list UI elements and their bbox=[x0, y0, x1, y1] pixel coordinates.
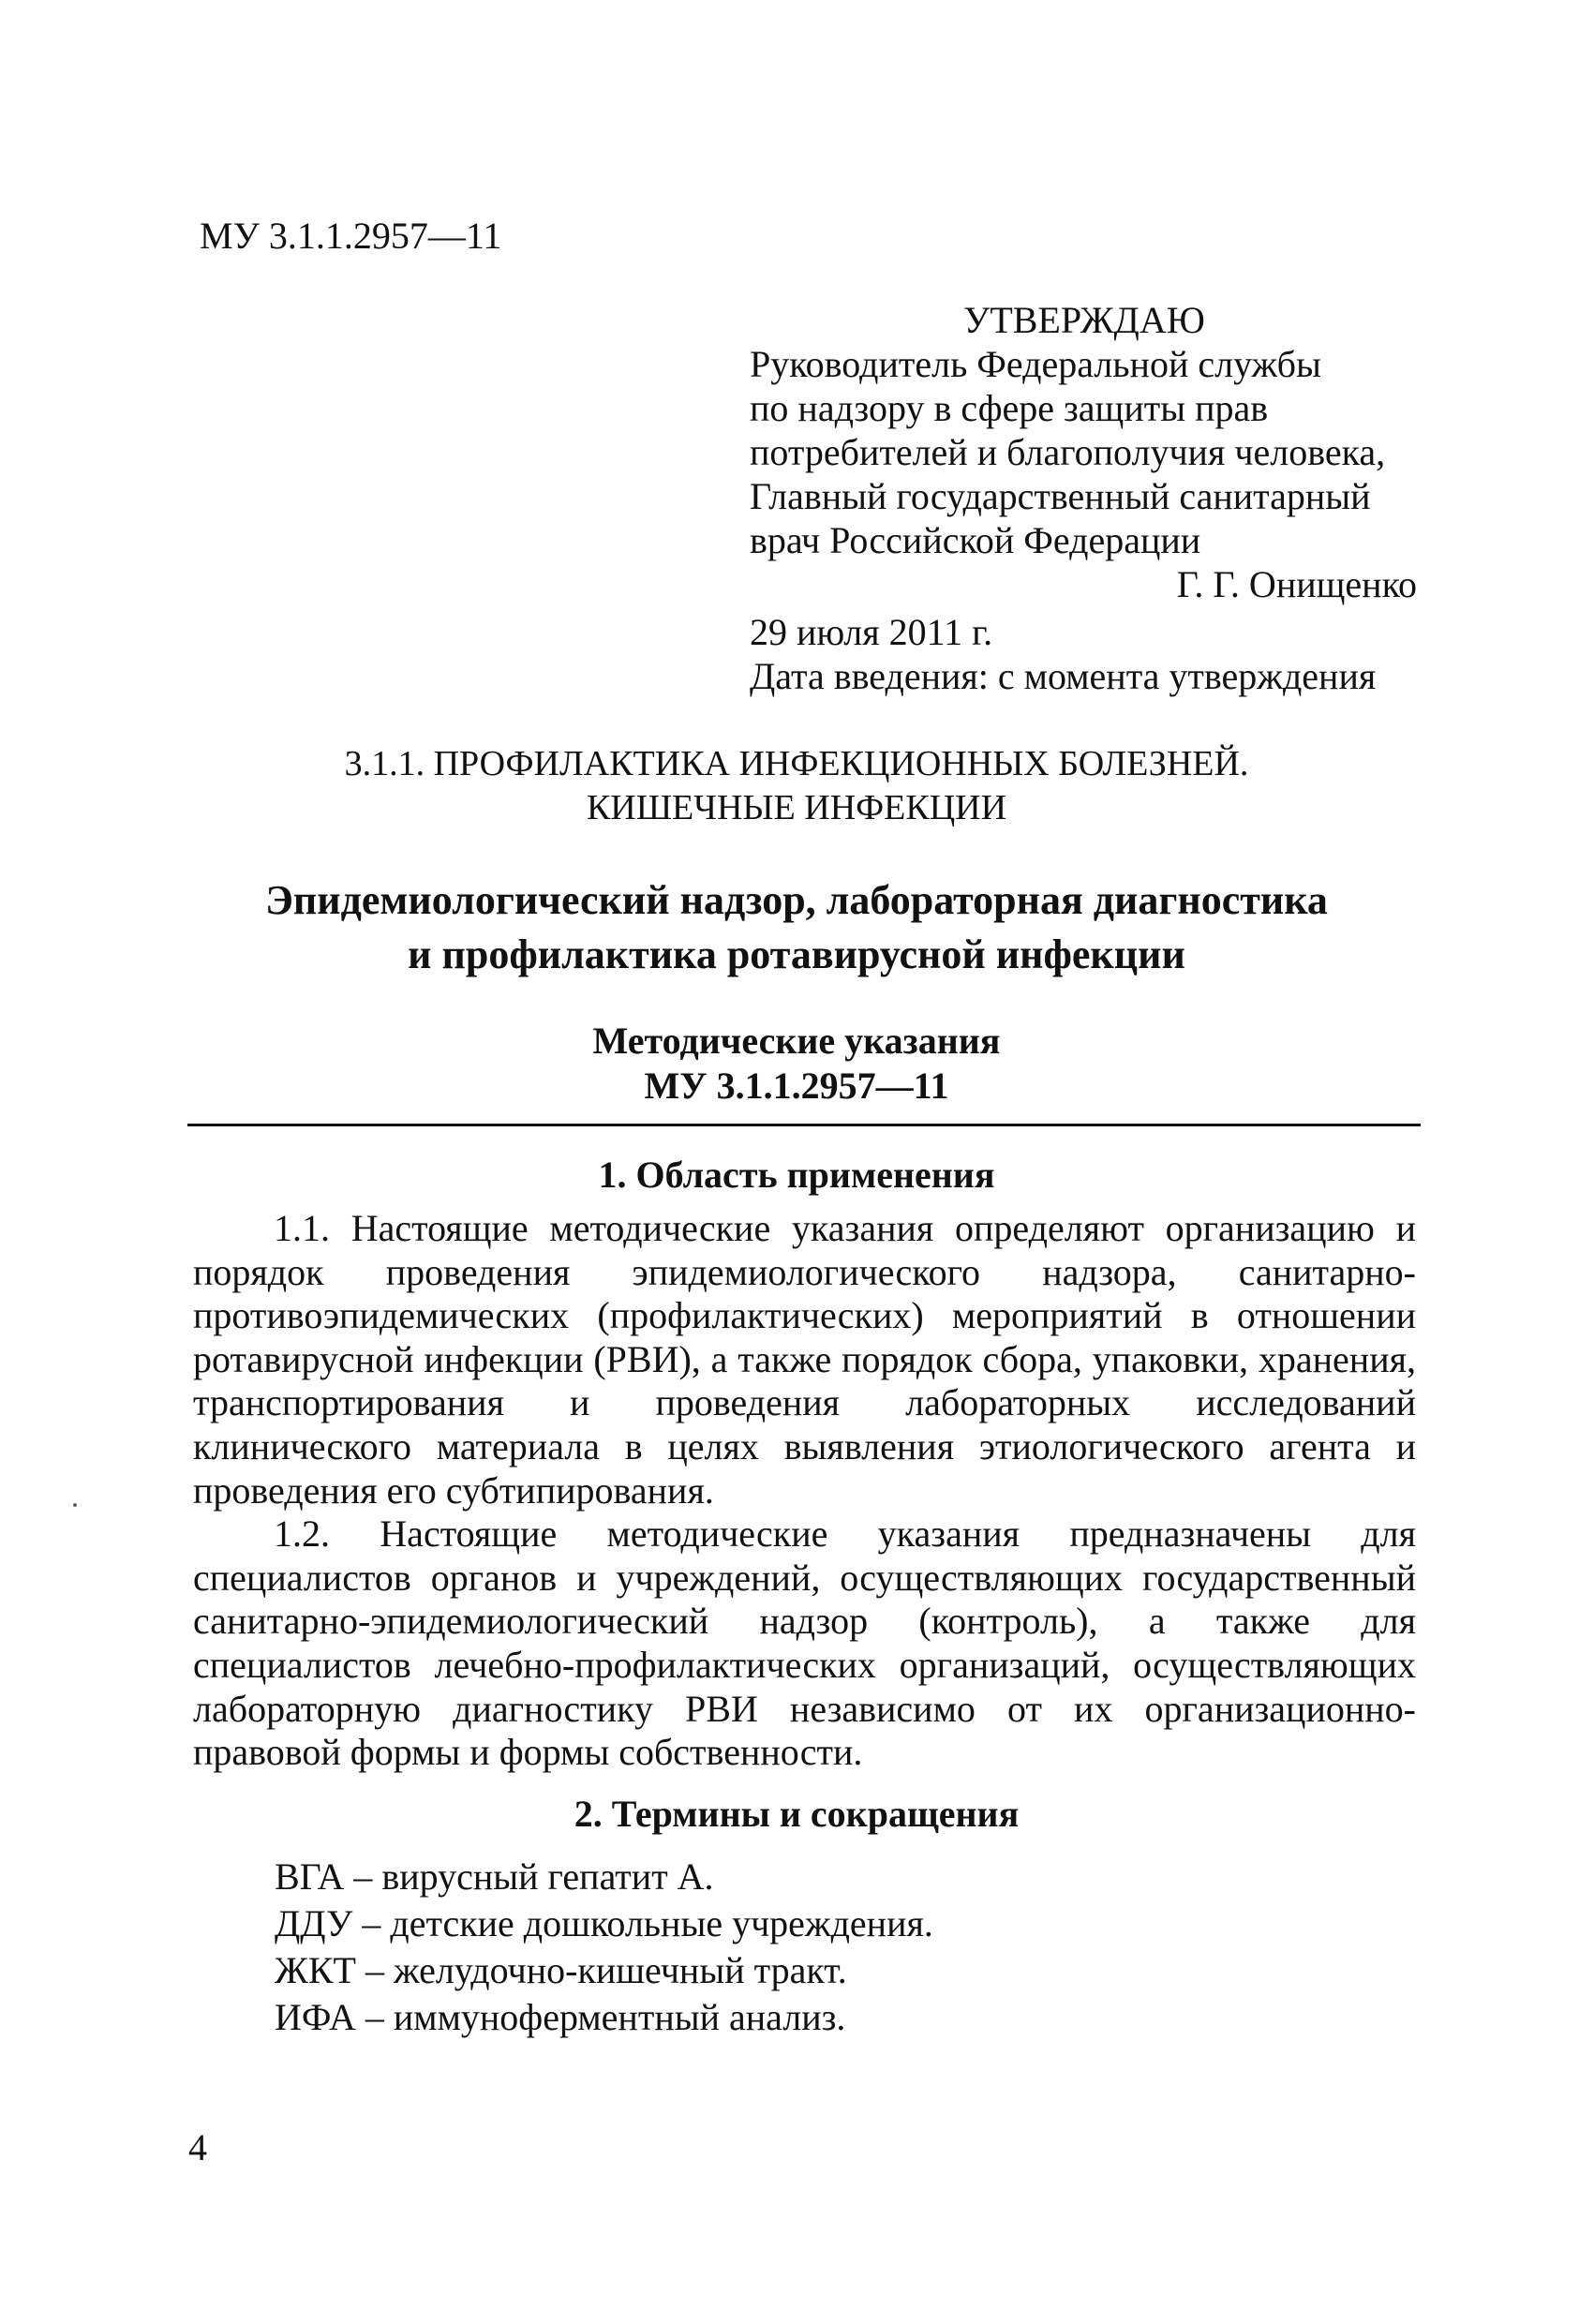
term-item: ИФА – иммуноферментный анализ. bbox=[275, 1996, 846, 2038]
term-item: ВГА – вирусный гепатит А. bbox=[275, 1855, 714, 1898]
document-title-line: и профилактика ротавирусной инфекции bbox=[408, 931, 1185, 977]
effective-date: Дата введения: с момента утверждения bbox=[750, 655, 1377, 697]
section-heading bbox=[187, 742, 1406, 830]
term-item: ДДУ – детские дошкольные учреждения. bbox=[275, 1902, 933, 1944]
approval-line: Руководитель Федеральной службы bbox=[750, 343, 1321, 385]
scan-speck bbox=[73, 1503, 77, 1507]
document-type bbox=[187, 1019, 1406, 1109]
section-heading-line: 3.1.1. ПРОФИЛАКТИКА ИНФЕКЦИОННЫХ БОЛЕЗНЕЙ. bbox=[344, 744, 1249, 783]
approval-line: врач Российской Федерации bbox=[750, 519, 1201, 561]
scope-paragraph-2: 1.2. Настоящие методические указания предназначены для специалистов органов и учреждений, осуществляющих государственный санитарно-эпидемиологический надзор (контроль), а также для специалистов лечебно-профилактических организаций, осуществляющих лабораторную диагностику РВИ независимо от их организационно-правовой формы и формы собственности. bbox=[193, 1512, 1416, 1774]
title-divider bbox=[187, 1124, 1421, 1126]
scope-section bbox=[193, 1207, 1416, 1775]
document-type-label: Методические указания bbox=[592, 1020, 1001, 1062]
approval-line: Главный государственный санитарный bbox=[750, 475, 1371, 517]
approval-line: по надзору в сфере защиты прав bbox=[750, 387, 1269, 429]
document-title-line: Эпидемиологический надзор, лабораторная диагностика bbox=[265, 877, 1328, 923]
document-type-code: МУ 3.1.1.2957—11 bbox=[644, 1065, 949, 1107]
document-code: МУ 3.1.1.2957—11 bbox=[200, 215, 502, 257]
approval-date: 29 июля 2011 г. bbox=[750, 611, 993, 653]
terms-heading: 2. Термины и сокращения bbox=[574, 1793, 1020, 1835]
page-number: 4 bbox=[188, 2126, 207, 2168]
approval-block bbox=[750, 298, 1424, 698]
approval-title: УТВЕРЖДАЮ bbox=[963, 299, 1205, 341]
term-item: ЖКТ – желудочно-кишечный тракт. bbox=[275, 1949, 847, 1991]
section-heading-line: КИШЕЧНЫЕ ИНФЕКЦИИ bbox=[586, 788, 1007, 827]
approval-signer: Г. Г. Онищенко bbox=[1176, 563, 1417, 605]
terms-list bbox=[275, 1854, 933, 2041]
scope-heading: 1. Область применения bbox=[598, 1154, 995, 1196]
approval-line: потребителей и благополучия человека, bbox=[750, 431, 1386, 473]
scope-paragraph-1: 1.1. Настоящие методические указания определяют организацию и порядок проведения эпидемиологического надзора, санитарно-противоэпидемических (профилактических) мероприятий в отношении ротавирусной инфекции (РВИ), а также порядок сбора, упаковки, хранения, транспортирования и проведения лабораторных исследований клинического материала в целях выявления этиологического агента и проведения его субтипирования. bbox=[193, 1207, 1416, 1512]
document-title bbox=[187, 873, 1406, 982]
